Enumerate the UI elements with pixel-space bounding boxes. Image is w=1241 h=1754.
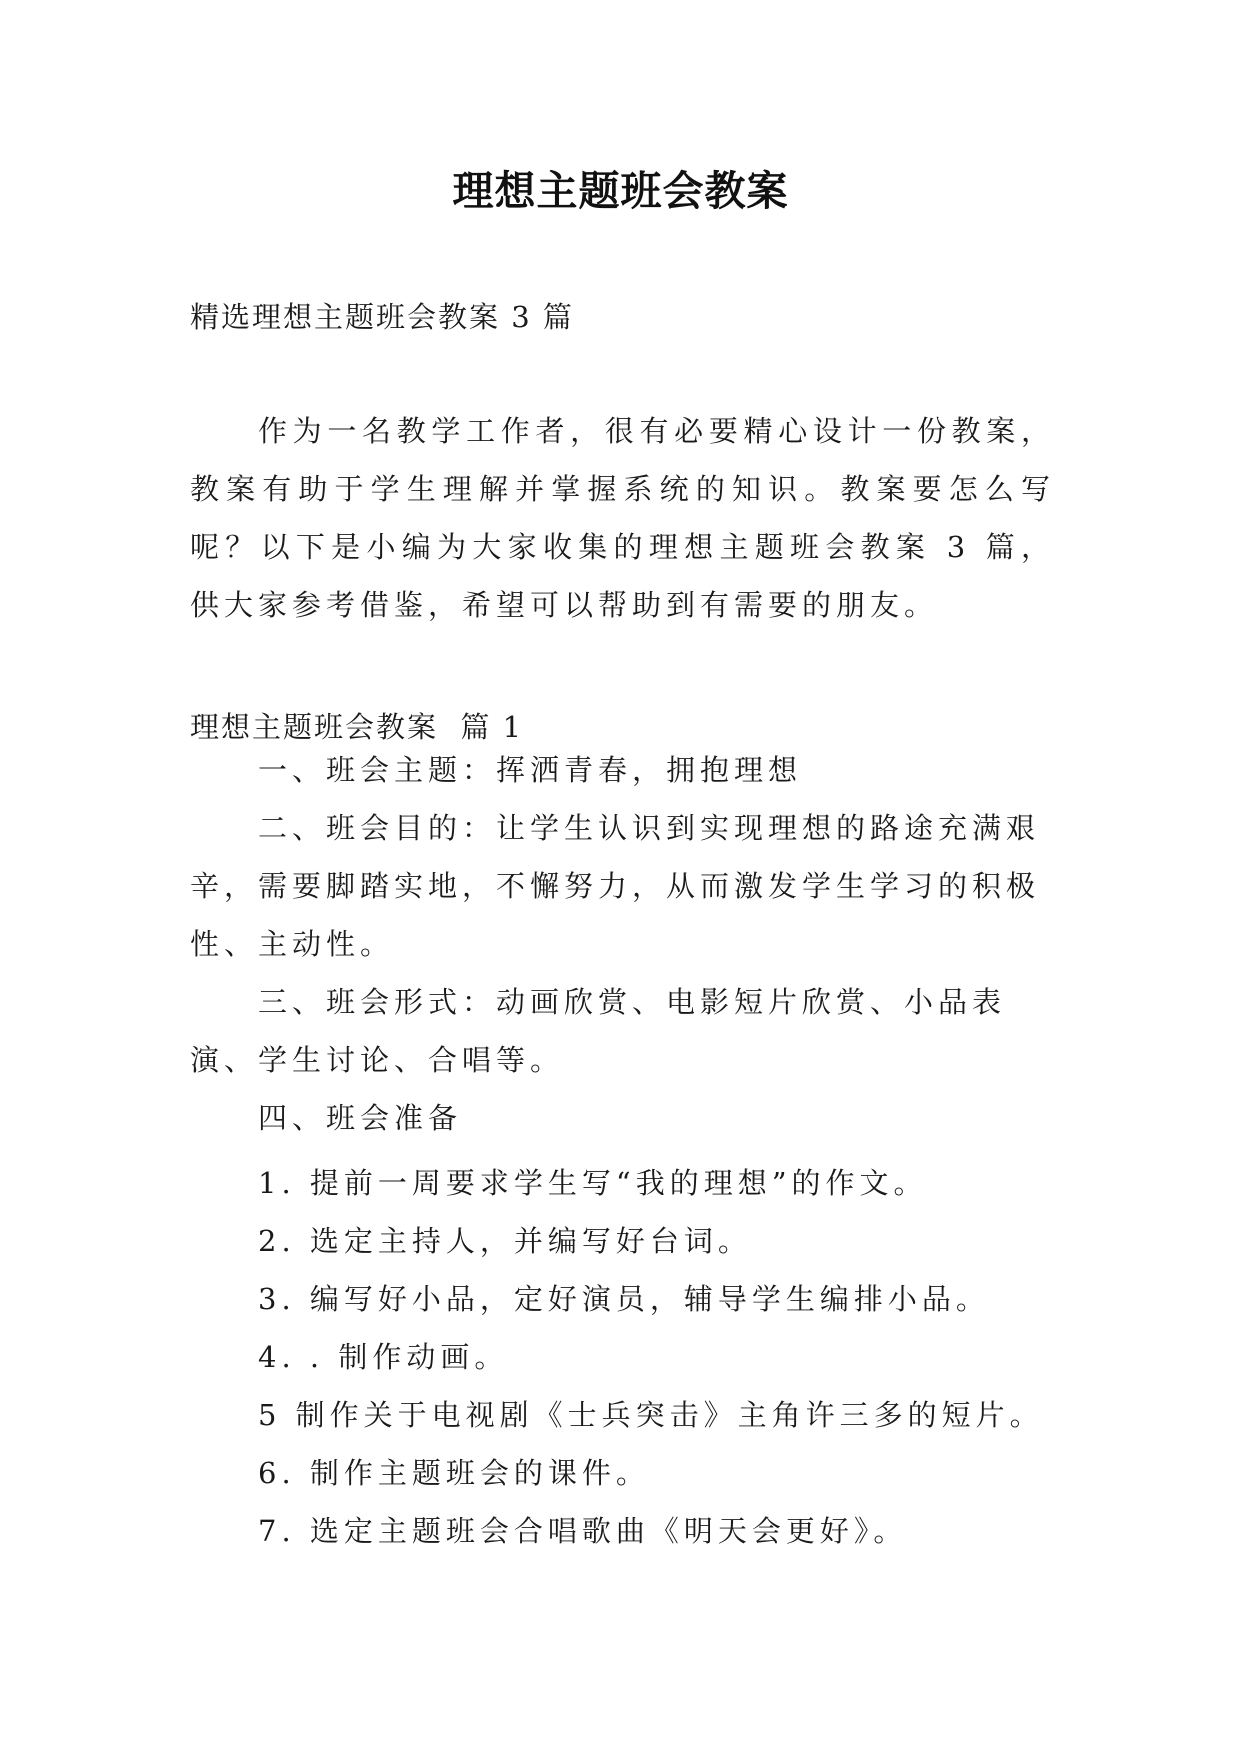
list-item: 3. 编写好小品，定好演员，辅导学生编排小品。 [258,1282,990,1316]
document-title: 理想主题班会教案 [452,167,789,215]
list-item: 4. . 制作动画。 [258,1340,509,1374]
list-item: 5 制作关于电视剧《士兵突击》主角许三多的短片。 [258,1398,1044,1432]
section-heading: 理想主题班会教案 篇 1 [190,710,524,744]
list-item: 1. 提前一周要求学生写“我的理想”的作文。 [258,1166,928,1200]
list-item: 6. 制作主题班会的课件。 [258,1456,650,1490]
paragraph-format: 三、班会形式：动画欣赏、电影短片欣赏、小品表演、学生讨论、合唱等。 [190,985,1007,1077]
intro-paragraph: 作为一名教学工作者，很有必要精心设计一份教案，教案有助于学生理解并掌握系统的知识。教案要怎么写呢？以下是小编为大家收集的理想主题班会教案 3 篇，供大家参考借鉴，希望可以帮助到有需要的朋友。 [190,414,1055,622]
paragraph-purpose: 二、班会目的：让学生认识到实现理想的路途充满艰辛，需要脚踏实地，不懈努力，从而激发学生学习的积极性、主动性。 [190,811,1041,961]
list-item: 7. 选定主题班会合唱歌曲《明天会更好》。 [258,1514,908,1548]
list-item: 2. 选定主持人，并编写好台词。 [258,1224,752,1258]
paragraph-theme: 一、班会主题：挥洒青春，拥抱理想 [258,753,803,787]
document-subtitle: 精选理想主题班会教案 3 篇 [190,300,574,334]
paragraph-preparation: 四、班会准备 [258,1101,463,1135]
